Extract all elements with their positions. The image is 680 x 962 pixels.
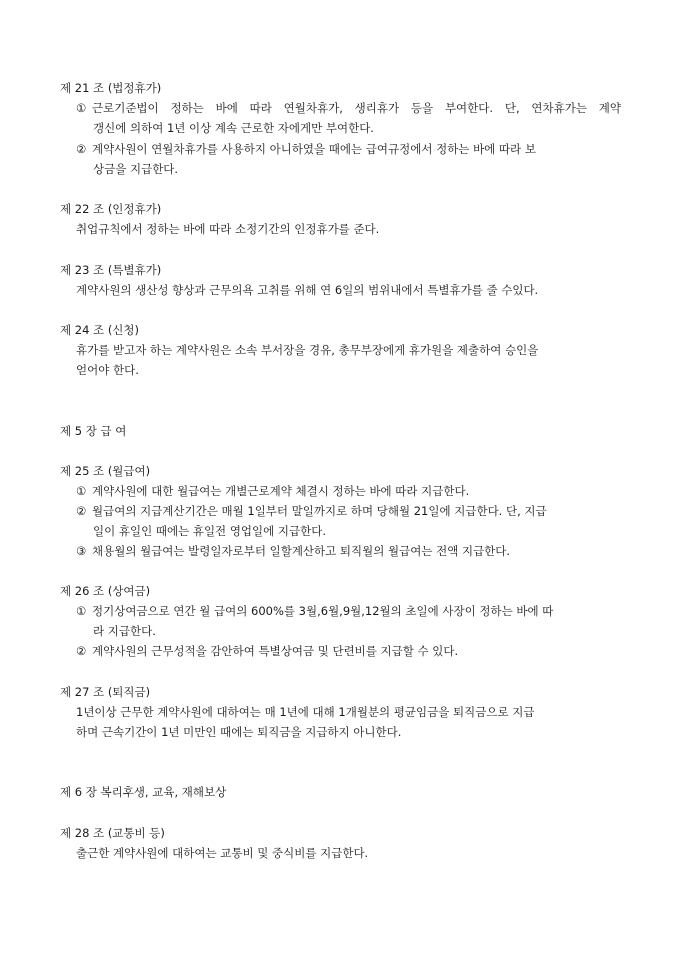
article-25-heading: 제 25 조 (월급여) (60, 464, 151, 478)
item-number: ③ (76, 544, 87, 558)
article-21-item-2-cont: 상금을 지급한다. (93, 162, 179, 176)
item-text: 채용월의 월급여는 발령일자로부터 일할계산하고 퇴직월의 월급여는 전액 지급한다. (92, 544, 511, 558)
article-24-body-line-1: 휴가를 받고자 하는 계약사원은 소속 부서장을 경유, 총무부장에게 휴가원을 제출하여 승인을 (76, 343, 539, 357)
article-26-item-1-cont: 라 지급한다. (93, 624, 156, 638)
article-23-body: 계약사원의 생산성 향상과 근무의욕 고취를 위해 연 6일의 범위내에서 특별휴가를 줄 수있다. (76, 283, 539, 297)
article-22-body: 취업규칙에서 정하는 바에 따라 소정기간의 인정휴가를 준다. (76, 222, 380, 236)
item-number: ② (76, 504, 87, 518)
article-28-heading: 제 28 조 (교통비 등) (60, 826, 165, 840)
item-text: 계약사원에 대한 월급여는 개별근로계약 체결시 정하는 바에 따라 지급한다. (92, 484, 470, 498)
item-text: 근로기준법이 정하는 바에 따라 연월차휴가, 생리휴가 등을 부여한다. 단, 연차휴가는 계약 (92, 101, 621, 115)
article-21-item-2 (76, 141, 536, 157)
article-27-body-line-2: 하며 근속기간이 1년 미만인 때에는 퇴직금을 지급하지 아니한다. (76, 725, 402, 739)
article-27-heading: 제 27 조 (퇴직금) (60, 685, 151, 699)
article-27-body-line-1: 1년이상 근무한 계약사원에 대하여는 매 1년에 대해 1개월분의 평균임금을 퇴직금으로 지급 (76, 705, 535, 719)
article-21-heading: 제 21 조 (법정휴가) (60, 81, 162, 95)
article-21-item-1-cont: 갱신에 의하여 1년 이상 계속 근로한 자에게만 부여한다. (93, 121, 374, 135)
article-25-item-1 (76, 483, 469, 499)
item-number: ① (76, 101, 87, 115)
item-number: ① (76, 604, 87, 618)
item-text: 정기상여금으로 연간 월 급여의 600%를 3월,6월,9월,12월의 초일에 사장이 정하는 바에 따 (92, 604, 554, 618)
article-28-body: 출근한 계약사원에 대하여는 교통비 및 중식비를 지급한다. (76, 846, 369, 860)
article-24-body-line-2: 얻어야 한다. (76, 363, 139, 377)
item-text: 계약사원이 연월차휴가를 사용하지 아니하였을 때에는 급여규정에서 정하는 바에 따라 보 (92, 142, 536, 156)
chapter-5-heading: 제 5 장 급 여 (60, 424, 127, 438)
article-21-item-1 (76, 100, 621, 116)
chapter-6-heading: 제 6 장 복리후생, 교육, 재해보상 (60, 785, 227, 799)
article-23-heading: 제 23 조 (특별휴가) (60, 263, 162, 277)
article-24-heading: 제 24 조 (신청) (60, 323, 140, 337)
article-26-item-2 (76, 643, 458, 659)
article-25-item-2 (76, 503, 547, 519)
item-text: 월급여의 지급계산기간은 매월 1일부터 말일까지로 하며 당해월 21일에 지급한다. 단, 지급 (92, 504, 547, 518)
item-number: ② (76, 644, 87, 658)
item-number: ② (76, 142, 87, 156)
article-26-item-1 (76, 603, 553, 619)
item-number: ① (76, 484, 87, 498)
article-25-item-3 (76, 543, 510, 559)
item-text: 계약사원의 근무성적을 감안하여 특별상여금 및 단련비를 지급할 수 있다. (92, 644, 459, 658)
article-25-item-2-cont: 일이 휴일인 때에는 휴일전 영업일에 지급한다. (93, 524, 327, 538)
article-26-heading: 제 26 조 (상여금) (60, 584, 151, 598)
article-22-heading: 제 22 조 (인정휴가) (60, 202, 162, 216)
